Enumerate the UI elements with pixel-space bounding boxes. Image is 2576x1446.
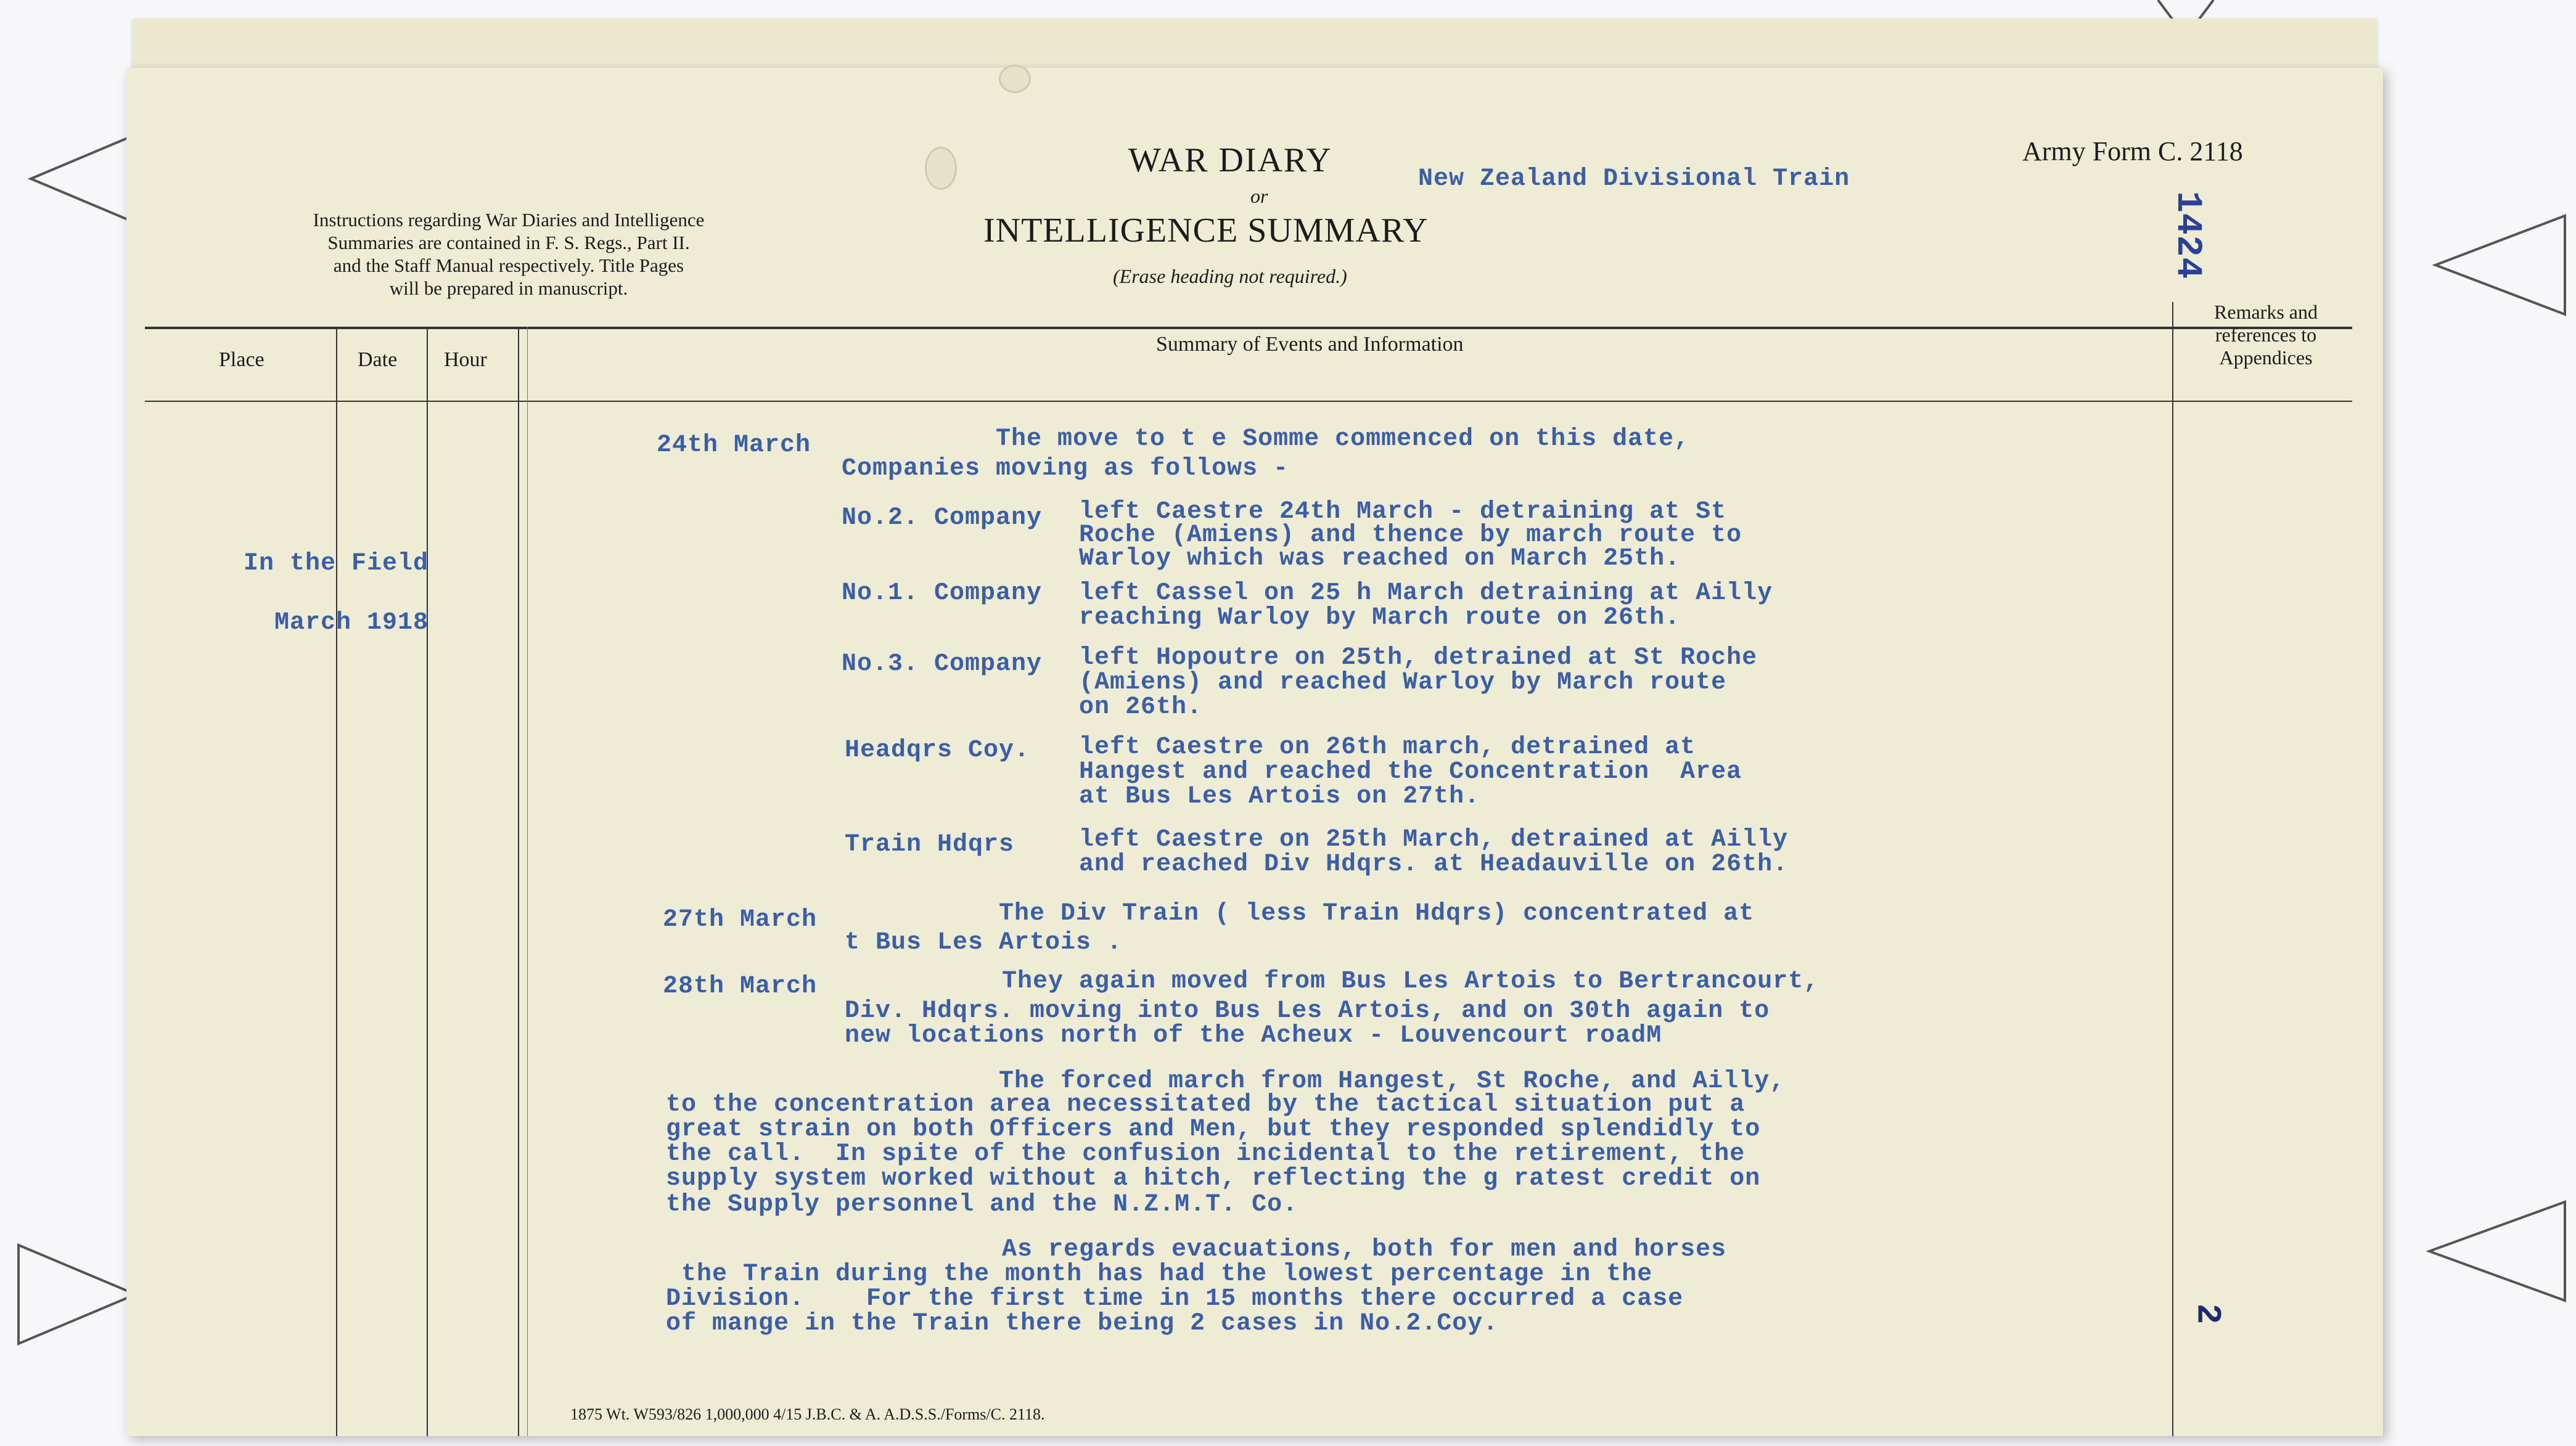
printer-imprint: 1875 Wt. W593/826 1,000,000 4/15 J.B.C. & A. A.D.S.S./Forms/C. 2118. [570, 1405, 1045, 1423]
company-label: No.2. Company [842, 504, 1043, 532]
unit-name: New Zealand Divisional Train [1418, 165, 1850, 193]
column-header-remarks [2180, 301, 2352, 369]
remarks-line: Appendices [2219, 346, 2313, 369]
column-header-summary: Summary of Events and Information [1156, 333, 1464, 356]
column-rule [518, 327, 519, 1436]
company-line: left Caestre on 26th march, detrained at [1079, 733, 1696, 761]
entry-text: Div. Hdqrs. moving into Bus Les Artois, and on 30th again to [845, 997, 1770, 1025]
column-rule [527, 327, 528, 1436]
column-header-place: Place [219, 348, 265, 371]
header-bottom-rule [145, 401, 2352, 402]
stamp-number: 1424 [2167, 191, 2207, 280]
company-label: No.1. Company [842, 579, 1043, 607]
entry-date: 28th March [663, 973, 818, 1000]
war-diary-sheet [126, 68, 2383, 1436]
title-war-diary: WAR DIARY [1128, 141, 1332, 179]
instructions-line: Instructions regarding War Diaries and Intelligence [313, 209, 705, 231]
company-line: at Bus Les Artois on 27th. [1079, 783, 1480, 811]
column-header-hour: Hour [444, 348, 487, 371]
entry-text: The move to t e Somme commenced on this date, [996, 425, 1690, 453]
column-rule [336, 327, 337, 1436]
punch-hole [999, 65, 1031, 93]
remarks-line: Remarks and [2214, 301, 2318, 323]
paragraph-line: Division. For the first time in 15 months there occurred a case [666, 1285, 1684, 1313]
entry-text: new locations north of the Acheux - Louvencourt roadM [845, 1022, 1662, 1050]
company-line: left Cassel on 25 h March detraining at Ailly [1079, 579, 1773, 607]
erase-note: (Erase heading not required.) [1113, 265, 1347, 287]
entry-text: The Div Train ( less Train Hdqrs) concentrated at [999, 900, 1755, 928]
remarks-line: references to [2215, 324, 2317, 346]
date-entry: March 1918 [274, 609, 429, 637]
instructions-line: will be prepared in manuscript. [389, 277, 628, 299]
company-line: left Caestre on 25th March, detrained at Ailly [1079, 826, 1789, 854]
company-line: on 26th. [1079, 693, 1203, 721]
instructions-block [200, 208, 817, 300]
paragraph-line: of mange in the Train there being 2 cases in No.2.Coy. [666, 1310, 1499, 1338]
company-line: Hangest and reached the Concentration Area [1079, 758, 1742, 786]
paragraph-line: the Supply personnel and the N.Z.M.T. Co. [666, 1191, 1298, 1219]
company-line: Warloy which was reached on March 25th. [1079, 545, 1681, 573]
paragraph-line: As regards evacuations, both for men and horses [1002, 1236, 1727, 1264]
company-line: Roche (Amiens) and thence by march route to [1079, 521, 1742, 549]
paragraph-line: supply system worked without a hitch, reflecting the g ratest credit on [666, 1165, 1761, 1193]
paragraph-line: great strain on both Officers and Men, but they responded splendidly to [666, 1116, 1761, 1143]
company-line: and reached Div Hdqrs. at Headauville on 26th. [1079, 851, 1789, 878]
column-header-date: Date [358, 348, 398, 371]
header-top-rule [145, 327, 2352, 329]
entry-text: Companies moving as follows - [842, 455, 1289, 483]
pencil-triangle-right-bottom [2423, 1190, 2571, 1313]
entry-date: 27th March [663, 906, 818, 934]
page-number-mark: 2 [2188, 1303, 2228, 1325]
punch-hole [925, 147, 957, 190]
paragraph-line: to the concentration area necessitated by the tactical situation put a [666, 1091, 1745, 1119]
company-label: No.3. Company [842, 650, 1043, 678]
company-line: (Amiens) and reached Warloy by March route [1079, 669, 1727, 696]
company-line: left Caestre 24th March - detraining at St [1079, 498, 1727, 526]
company-line: reaching Warloy by March route on 26th. [1079, 604, 1681, 632]
place-entry: In the Field [244, 550, 429, 578]
company-line: left Hopoutre on 25th, detrained at St Roche [1079, 644, 1758, 672]
title-intelligence-summary: INTELLIGENCE SUMMARY [983, 211, 1429, 250]
entry-text: t Bus Les Artois . [845, 929, 1123, 957]
paragraph-line: The forced march from Hangest, St Roche, and Ailly, [999, 1068, 1786, 1095]
company-label: Headqrs Coy. [845, 737, 1030, 764]
instructions-line: and the Staff Manual respectively. Title Pages [333, 255, 684, 276]
title-or: or [1250, 185, 1268, 207]
entry-text: They again moved from Bus Les Artois to Bertrancourt, [1002, 968, 1819, 995]
instructions-line: Summaries are contained in F. S. Regs., Part II. [327, 232, 690, 253]
paragraph-line: the call. In spite of the confusion incidental to the retirement, the [666, 1140, 1745, 1168]
entry-date: 24th March [657, 431, 811, 459]
pencil-triangle-right-top [2429, 203, 2571, 327]
paragraph-line: the Train during the month has had the lowest percentage in the [681, 1260, 1653, 1288]
column-rule [427, 327, 428, 1436]
column-rule [2172, 302, 2173, 1436]
company-label: Train Hdqrs [845, 831, 1015, 859]
army-form-label: Army Form C. 2118 [2022, 136, 2243, 166]
